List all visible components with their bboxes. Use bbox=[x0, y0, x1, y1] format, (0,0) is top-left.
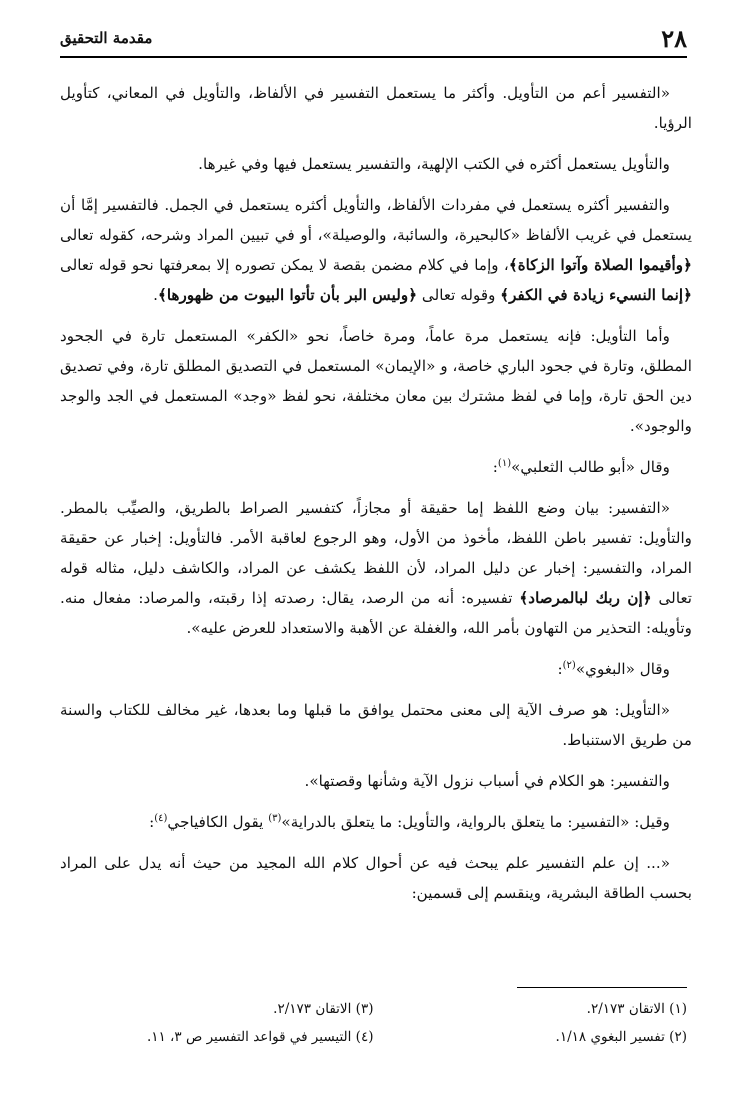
paragraph: وقال «أبو طالب الثعلبي»$^{(١)}$: bbox=[492, 457, 670, 476]
footnote-divider bbox=[517, 987, 687, 988]
footnote-ref[interactable]: (١) bbox=[497, 457, 512, 469]
footnote: (٤) التيسير في قواعد التفسير ص ٣، ١١. bbox=[146, 1029, 374, 1045]
paragraph: وأما التأويل: فإنه يستعمل مرة عاماً، ومرة خاصاً، نحو «الكفر» المستعمل تارة في الجحود المطلق، وتارة في جحود الباري خاصة، و «الإيمان» المستعمل في التصديق المطلق تارة، وفي تصديق دين الحق تارة، وإما في لفظ مشترك بين معان مختلفة، نحو لفظ «وجد» المستعمل في الجد والوجد والوجود». bbox=[60, 327, 692, 435]
running-title: مقدمة التحقيق bbox=[60, 29, 153, 47]
footnote-ref[interactable]: (٤) bbox=[154, 812, 168, 824]
paragraph: «التأويل: هو صرف الآية إلى معنى محتمل يوافق ما قبلها وما بعدها، غير مخالف للكتاب والسنة من طريق الاستنباط. bbox=[60, 701, 692, 749]
footnote: (٣) الاتقان ٢/١٧٣. bbox=[273, 1001, 374, 1017]
paragraph: وقال «البغوي»$^{(٢)}$: bbox=[557, 659, 670, 678]
footnotes bbox=[60, 998, 687, 1048]
footnote-ref[interactable]: (٢) bbox=[562, 659, 576, 671]
paragraph: «التفسير: بيان وضع اللفظ إما حقيقة أو مجازاً، كتفسير الصراط بالطريق، والصيِّب بالمطر. والتأويل: تفسير باطن اللفظ، مأخوذ من الأول، وهو الرجوع لعاقبة الأمر. فالتأويل: إخبار عن حقيقة المراد، والتفسير: إخبار عن دليل المراد، لأن اللفظ يكشف عن المراد، والكاشف دليل، مثاله قوله تعالى ﴿إن ربك لبالمرصاد﴾ تفسيره: أنه من الرصد، يقال: رصدته إذا رقبته، والمرصاد: مفعال منه. وتأويله: التحذير من التهاون بأمر الله، والغفلة عن الأهبة والاستعداد للعرض عليه». bbox=[60, 499, 692, 637]
quran-quote: ﴿إن ربك لبالمرصاد﴾ bbox=[519, 589, 652, 607]
page-number: ٢٨ bbox=[661, 23, 687, 53]
paragraph: «... إن علم التفسير علم يبحث فيه عن أحوال كلام الله المجيد من حيث أنه يدل على المراد بحسب الطاقة البشرية، وينقسم إلى قسمين: bbox=[60, 854, 692, 902]
paragraph: «التفسير أعم من التأويل. وأكثر ما يستعمل التفسير في الألفاظ، والتأويل في المعاني، كتأويل الرؤيا. bbox=[60, 84, 692, 132]
footnote: (٢) تفسير البغوي ١/١٨. bbox=[555, 1029, 687, 1045]
paragraph: والتفسير: هو الكلام في أسباب نزول الآية وشأنها وقصتها». bbox=[304, 772, 670, 790]
paragraph: والتأويل يستعمل أكثره في الكتب الإلهية، والتفسير يستعمل فيها وفي غيرها. bbox=[198, 155, 670, 173]
paragraph: وقيل: «التفسير: ما يتعلق بالرواية، والتأويل: ما يتعلق بالدراية»$^{(٣)}$ يقول الكافياجي$^{(٤)}$: bbox=[149, 812, 670, 831]
paragraph: والتفسير أكثره يستعمل في مفردات الألفاظ، والتأويل أكثره يستعمل في الجمل. فالتفسير إمَّا أن يستعمل في غريب الألفاظ «كالبحيرة، والسائبة، والوصيلة»، أو في تبيين المراد وشرحه، كقوله تعالى ﴿وأقيموا الصلاة وآتوا الزكاة﴾، وإما في كلام مضمن بقصة لا يمكن تصوره إلا بمعرفتها نحو قوله تعالى ﴿إنما النسيء زيادة في الكفر﴾ وقوله تعالى ﴿وليس البر بأن تأتوا البيوت من ظهورها﴾. bbox=[60, 196, 693, 304]
page-header bbox=[60, 20, 687, 58]
quran-quote: ﴿وليس البر بأن تأتوا البيوت من ظهورها﴾ bbox=[157, 286, 418, 304]
quran-quote: ﴿إنما النسيء زيادة في الكفر﴾ bbox=[500, 286, 692, 304]
quran-quote: ﴿وأقيموا الصلاة وآتوا الزكاة﴾ bbox=[508, 256, 693, 274]
footnote-ref[interactable]: (٣) bbox=[268, 812, 282, 824]
main-text bbox=[60, 78, 692, 919]
footnote: (١) الاتقان ٢/١٧٣. bbox=[586, 1001, 687, 1017]
